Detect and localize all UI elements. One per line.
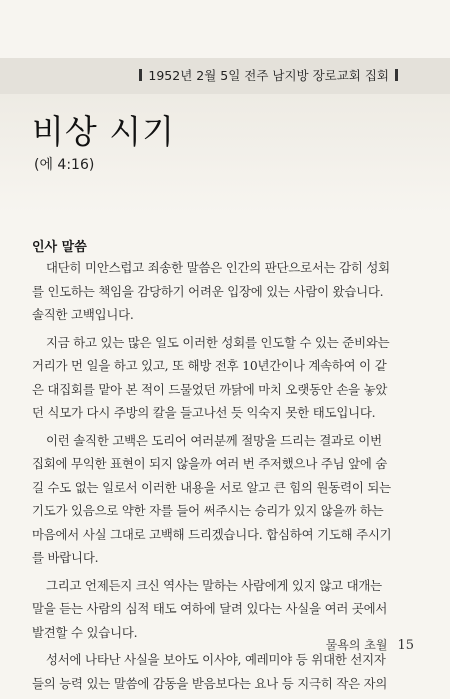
text-line: 그리고 언제든지 크신 역사는 말하는 사람에게 있지 않고 대개는 [46,577,382,593]
page-number: 15 [397,638,414,653]
text-line: 던 식모가 다시 주방의 칼을 들고나선 듯 익숙지 못한 태도입니다. [32,405,376,420]
text-line: 들의 능력 있는 말씀에 감동을 받음보다는 요나 등 지극히 작은 자의 [32,675,388,691]
header-label: 1952년 2월 5일 전주 남지방 장로교회 집회 [148,68,389,83]
body-text [32,256,422,699]
text-line: 길 수도 없는 일로서 이러한 내용을 서로 알고 큰 힘의 원동력이 되는 [32,479,391,495]
page-footer [326,636,414,653]
paragraph [32,429,422,570]
chapter-title: 비상 시기 [32,112,176,151]
paragraph [32,256,422,327]
text-line: 대단히 미안스럽고 죄송한 말씀은 인간의 판단으로서는 감히 성회 [46,260,390,275]
header-bar-left [139,69,142,81]
paragraph [32,574,422,645]
text-line: 성서에 나타난 사실을 보아도 이사야, 예레미야 등 위대한 선지자 [46,652,386,667]
text-line: 지금 하고 있는 많은 일도 이러한 성회를 인도할 수 있는 준비와는 [46,334,390,350]
header-bar-right [395,69,398,81]
text-line: 은 대집회를 맡아 본 적이 드물었던 까닭에 마치 오랫동안 손을 놓았 [32,381,388,397]
paragraph [32,648,422,695]
text-line: 를 인도하는 책임을 감당하기 어려운 입장에 있는 사람이 왔습니다. [32,283,384,299]
text-line: 말을 듣는 사람의 심적 태도 여하에 달려 있다는 사실을 여러 곳에서 [32,601,388,616]
text-line: 거리가 먼 일을 하고 있고, 또 해방 전후 10년간이나 계속하여 이 같 [32,358,387,373]
paragraph [32,331,422,425]
text-line: 집회에 무익한 표현이 되지 않을까 여러 번 주저했으나 주님 앞에 숨 [32,456,388,471]
text-line: 기도가 있음으로 약한 자를 들어 써주시는 승리가 있지 않을까 하는 [32,503,384,518]
text-line: 솔직한 고백입니다. [32,307,134,322]
section-heading: 인사 말씀 [32,240,87,255]
scripture-reference: (에 4:16) [34,157,95,173]
text-line: 발견할 수 있습니다. [32,624,138,640]
book-title: 물욕의 초월 [325,638,388,652]
running-header [133,66,404,84]
text-line: 이런 솔직한 고백은 도리어 여러분께 절망을 드리는 결과로 이번 [46,432,382,448]
text-line: 를 바랍니다. [32,550,99,565]
text-line: 마음에서 사실 그대로 고백해 드리겠습니다. 합심하여 기도해 주시기 [32,526,392,542]
